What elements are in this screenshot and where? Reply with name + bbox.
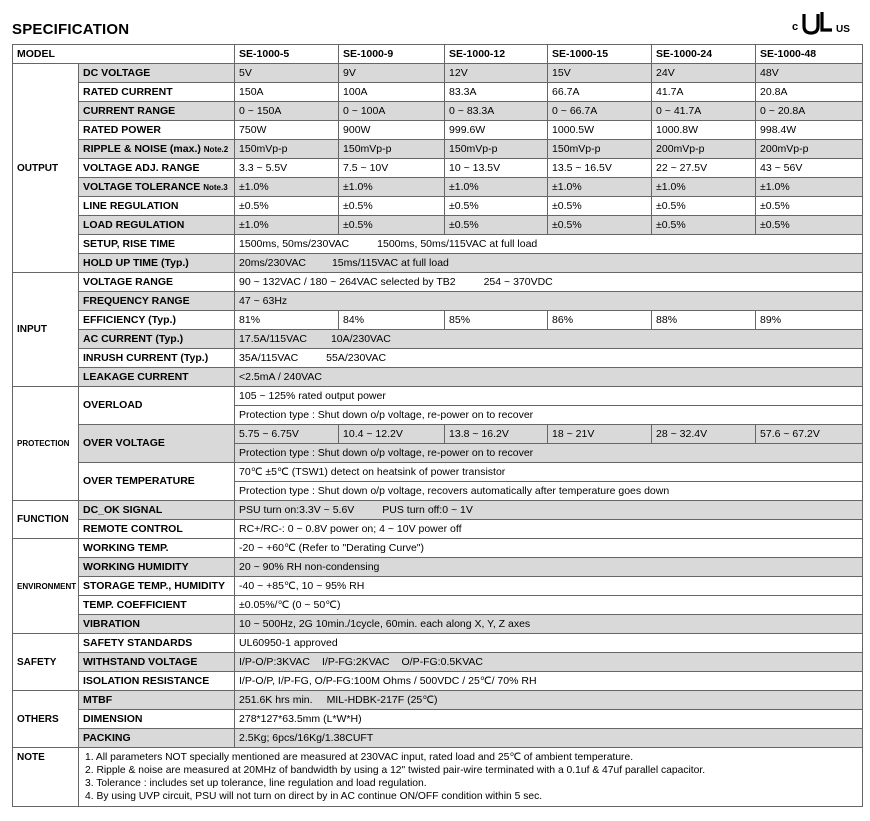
others-category: OTHERS [13, 691, 79, 748]
row-label: DC VOLTAGE [79, 64, 235, 83]
rated-current-row [13, 83, 863, 102]
cell-value: 10 ~ 13.5V [445, 159, 548, 178]
cell-value: RC+/RC-: 0 ~ 0.8V power on; 4 ~ 10V power off [235, 520, 863, 539]
row-label: LEAKAGE CURRENT [79, 368, 235, 387]
cell-value: 200mVp-p [756, 140, 863, 159]
model-name: SE-1000-9 [339, 45, 445, 64]
withstand-voltage-row [13, 653, 863, 672]
cell-value: 89% [756, 311, 863, 330]
dc-ok-signal-row [13, 501, 863, 520]
current-range-row [13, 102, 863, 121]
cell-value: ±1.0% [756, 178, 863, 197]
cell-value: ±0.5% [652, 197, 756, 216]
value-part: 20ms/230VAC [239, 256, 306, 269]
note-row [13, 748, 863, 807]
cell-value: 13.5 ~ 16.5V [548, 159, 652, 178]
row-label: STORAGE TEMP., HUMIDITY [79, 577, 235, 596]
cell-value: ±1.0% [652, 178, 756, 197]
cell-value: ±0.5% [652, 216, 756, 235]
row-label: VIBRATION [79, 615, 235, 634]
ac-current-row [13, 330, 863, 349]
safety-category: SAFETY [13, 634, 79, 691]
row-label: VOLTAGE ADJ. RANGE [79, 159, 235, 178]
specification-table [12, 44, 863, 807]
cell-value: 200mVp-p [652, 140, 756, 159]
storage-temp-row [13, 577, 863, 596]
cell-value: 70℃ ±5℃ (TSW1) detect on heatsink of power transistor [235, 463, 863, 482]
cell-value: 5V [235, 64, 339, 83]
value-part: I/P-O/P:3KVAC [239, 655, 311, 668]
setup-rise-time-row [13, 235, 863, 254]
cell-value: 0 ~ 20.8A [756, 102, 863, 121]
cell-value: ±1.0% [235, 216, 339, 235]
cell-value: ±0.05%/℃ (0 ~ 50℃) [235, 596, 863, 615]
value-part: 15ms/115VAC at full load [331, 256, 449, 269]
model-row [13, 45, 863, 64]
row-label: LOAD REGULATION [79, 216, 235, 235]
cell-value: 10 ~ 500Hz, 2G 10min./1cycle, 60min. each along X, Y, Z axes [235, 615, 863, 634]
cell-value: 43 ~ 56V [756, 159, 863, 178]
value-part: MIL-HDBK-217F (25℃) [326, 693, 438, 706]
row-label-text: VOLTAGE TOLERANCE [83, 180, 201, 193]
dc-voltage-row [13, 64, 863, 83]
cell-value: 24V [652, 64, 756, 83]
row-label [79, 140, 235, 159]
cell-value: ±1.0% [339, 178, 445, 197]
inrush-current-row [13, 349, 863, 368]
row-label: CURRENT RANGE [79, 102, 235, 121]
value-part: 1500ms, 50ms/115VAC at full load [377, 237, 538, 250]
cell-value: 750W [235, 121, 339, 140]
isolation-resistance-row [13, 672, 863, 691]
note-line: 3. Tolerance : includes set up tolerance, line regulation and load regulation. [85, 778, 427, 789]
cell-value: 88% [652, 311, 756, 330]
ripple-noise-row [13, 140, 863, 159]
value-part: 55A/230VAC [326, 351, 387, 364]
cell-value: 1000.8W [652, 121, 756, 140]
cell-value: <2.5mA / 240VAC [235, 368, 863, 387]
over-voltage-row [13, 425, 863, 444]
row-label: EFFICIENCY (Typ.) [79, 311, 235, 330]
cell-value: 85% [445, 311, 548, 330]
function-category: FUNCTION [13, 501, 79, 539]
cell-value: 1000.5W [548, 121, 652, 140]
cell-value: 81% [235, 311, 339, 330]
cell-value: I/P-O/P, I/P-FG, O/P-FG:100M Ohms / 500VDC / 25℃/ 70% RH [235, 672, 863, 691]
cell-value: 5.75 ~ 6.75V [235, 425, 339, 444]
value-part: 35A/115VAC [239, 351, 299, 364]
note-tag: Note.3 [203, 182, 228, 192]
cell-value [235, 330, 863, 349]
vibration-row [13, 615, 863, 634]
cell-value: ±0.5% [548, 216, 652, 235]
cell-value: 9V [339, 64, 445, 83]
row-label: INRUSH CURRENT (Typ.) [79, 349, 235, 368]
row-label: SAFETY STANDARDS [79, 634, 235, 653]
cell-value: Protection type : Shut down o/p voltage, re-power on to recover [235, 406, 863, 425]
note-line: 2. Ripple & noise are measured at 20MHz of bandwidth by using a 12" twisted pair-wire terminated with a 0.1uf & 47uf parallel capacitor. [85, 765, 706, 776]
row-label: RATED POWER [79, 121, 235, 140]
cell-value: 10.4 ~ 12.2V [339, 425, 445, 444]
row-label: DC_OK SIGNAL [79, 501, 235, 520]
cell-value: 150mVp-p [339, 140, 445, 159]
cell-value: 150A [235, 83, 339, 102]
value-part: 90 ~ 132VAC / 180 ~ 264VAC selected by TB2 [239, 275, 456, 288]
row-label: AC CURRENT (Typ.) [79, 330, 235, 349]
efficiency-row [13, 311, 863, 330]
row-label: WORKING TEMP. [79, 539, 235, 558]
note-content [79, 748, 863, 807]
model-name: SE-1000-24 [652, 45, 756, 64]
cell-value: 100A [339, 83, 445, 102]
cell-value: ±0.5% [756, 216, 863, 235]
input-category: INPUT [13, 273, 79, 387]
dimension-row [13, 710, 863, 729]
cell-value: 999.6W [445, 121, 548, 140]
protection-category: PROTECTION [13, 387, 79, 501]
cell-value: 20.8A [756, 83, 863, 102]
row-label: OVER TEMPERATURE [79, 463, 235, 501]
cell-value: 150mVp-p [548, 140, 652, 159]
cell-value: 150mVp-p [235, 140, 339, 159]
voltage-tolerance-row [13, 178, 863, 197]
row-label: WITHSTAND VOLTAGE [79, 653, 235, 672]
cell-value [235, 691, 863, 710]
cell-value: ±1.0% [235, 178, 339, 197]
frequency-range-row [13, 292, 863, 311]
cell-value: 41.7A [652, 83, 756, 102]
cell-value: 47 ~ 63Hz [235, 292, 863, 311]
cell-value: 28 ~ 32.4V [652, 425, 756, 444]
row-label: WORKING HUMIDITY [79, 558, 235, 577]
row-label: RATED CURRENT [79, 83, 235, 102]
cell-value: 0 ~ 41.7A [652, 102, 756, 121]
over-temperature-row [13, 463, 863, 482]
hold-up-time-row [13, 254, 863, 273]
safety-standards-row [13, 634, 863, 653]
cell-value: 150mVp-p [445, 140, 548, 159]
cell-value: ±0.5% [339, 216, 445, 235]
packing-row [13, 729, 863, 748]
cell-value [235, 349, 863, 368]
cell-value: ±0.5% [339, 197, 445, 216]
row-label: TEMP. COEFFICIENT [79, 596, 235, 615]
model-name: SE-1000-15 [548, 45, 652, 64]
row-label: MTBF [79, 691, 235, 710]
line-regulation-row [13, 197, 863, 216]
temp-coefficient-row [13, 596, 863, 615]
row-label [79, 178, 235, 197]
overload-row [13, 387, 863, 406]
voltage-adj-row [13, 159, 863, 178]
cell-value: 84% [339, 311, 445, 330]
environment-category: ENVIRONMENT [13, 539, 79, 634]
cell-value: 278*127*63.5mm (L*W*H) [235, 710, 863, 729]
note-line: 1. All parameters NOT specially mentioned are measured at 230VAC input, rated load and 25℃ of ambient temperature. [85, 752, 634, 763]
cell-value: 66.7A [548, 83, 652, 102]
value-part: O/P-FG:0.5KVAC [401, 655, 484, 668]
cell-value: 3.3 ~ 5.5V [235, 159, 339, 178]
row-label: REMOTE CONTROL [79, 520, 235, 539]
cell-value: 18 ~ 21V [548, 425, 652, 444]
row-label: VOLTAGE RANGE [79, 273, 235, 292]
note-tag: Note.2 [203, 144, 229, 154]
model-name: SE-1000-5 [235, 45, 339, 64]
cell-value: ±0.5% [548, 197, 652, 216]
model-name: SE-1000-48 [756, 45, 863, 64]
cell-value [235, 653, 863, 672]
cell-value: 83.3A [445, 83, 548, 102]
cell-value: 900W [339, 121, 445, 140]
row-label: LINE REGULATION [79, 197, 235, 216]
cell-value: 105 ~ 125% rated output power [235, 387, 863, 406]
cell-value: 12V [445, 64, 548, 83]
cell-value: 13.8 ~ 16.2V [445, 425, 548, 444]
cell-value: 2.5Kg; 6pcs/16Kg/1.38CUFT [235, 729, 863, 748]
value-part: 1500ms, 50ms/230VAC [239, 237, 350, 250]
output-category: OUTPUT [13, 64, 79, 273]
row-label: OVER VOLTAGE [79, 425, 235, 463]
cell-value: ±0.5% [445, 216, 548, 235]
value-part: I/P-FG:2KVAC [322, 655, 390, 668]
mtbf-row [13, 691, 863, 710]
remote-control-row [13, 520, 863, 539]
cell-value: Protection type : Shut down o/p voltage, recovers automatically after temperature goes down [235, 482, 863, 501]
ul-mark-icon [804, 12, 832, 33]
row-label: PACKING [79, 729, 235, 748]
cell-value: UL60950-1 approved [235, 634, 863, 653]
value-part: PUS turn off:0 ~ 1V [382, 503, 473, 516]
row-label: DIMENSION [79, 710, 235, 729]
ul-certification-logo [792, 8, 860, 36]
page-title: SPECIFICATION [12, 21, 130, 38]
cell-value: 15V [548, 64, 652, 83]
cell-value: 0 ~ 83.3A [445, 102, 548, 121]
cell-value: 20 ~ 90% RH non-condensing [235, 558, 863, 577]
cell-value [235, 254, 863, 273]
cell-value: -40 ~ +85℃, 10 ~ 95% RH [235, 577, 863, 596]
note-category: NOTE [13, 748, 79, 807]
cell-value: ±1.0% [548, 178, 652, 197]
cell-value: 0 ~ 100A [339, 102, 445, 121]
cell-value: 998.4W [756, 121, 863, 140]
cell-value: 7.5 ~ 10V [339, 159, 445, 178]
value-part: 251.6K hrs min. [239, 693, 313, 706]
cell-value: -20 ~ +60℃ (Refer to "Derating Curve") [235, 539, 863, 558]
cell-value: 48V [756, 64, 863, 83]
row-label: ISOLATION RESISTANCE [79, 672, 235, 691]
cell-value: ±1.0% [445, 178, 548, 197]
cell-value: ±0.5% [235, 197, 339, 216]
row-label: OVERLOAD [79, 387, 235, 425]
cell-value: 86% [548, 311, 652, 330]
note-line: 4. By using UVP circuit, PSU will not turn on direct by in AC continue ON/OFF condition within 5 sec. [85, 791, 543, 802]
cell-value: ±0.5% [445, 197, 548, 216]
working-temp-row [13, 539, 863, 558]
value-part: 17.5A/115VAC [239, 332, 307, 345]
value-part: 10A/230VAC [330, 332, 391, 345]
load-regulation-row [13, 216, 863, 235]
cell-value: Protection type : Shut down o/p voltage, re-power on to recover [235, 444, 863, 463]
row-label: SETUP, RISE TIME [79, 235, 235, 254]
cert-us-text: US [836, 24, 850, 35]
rated-power-row [13, 121, 863, 140]
cert-c-text: c [792, 21, 799, 33]
cell-value: ±0.5% [756, 197, 863, 216]
cell-value [235, 273, 863, 292]
value-part: 254 ~ 370VDC [483, 275, 553, 288]
cell-value: 0 ~ 66.7A [548, 102, 652, 121]
row-label-text: RIPPLE & NOISE (max.) [83, 142, 201, 155]
cell-value: 57.6 ~ 67.2V [756, 425, 863, 444]
input-voltage-range-row [13, 273, 863, 292]
value-part: PSU turn on:3.3V ~ 5.6V [239, 503, 355, 516]
leakage-current-row [13, 368, 863, 387]
cell-value [235, 235, 863, 254]
cell-value: 0 ~ 150A [235, 102, 339, 121]
model-name: SE-1000-12 [445, 45, 548, 64]
row-label: HOLD UP TIME (Typ.) [79, 254, 235, 273]
model-label: MODEL [13, 45, 235, 64]
working-humidity-row [13, 558, 863, 577]
row-label: FREQUENCY RANGE [79, 292, 235, 311]
cell-value [235, 501, 863, 520]
cell-value: 22 ~ 27.5V [652, 159, 756, 178]
